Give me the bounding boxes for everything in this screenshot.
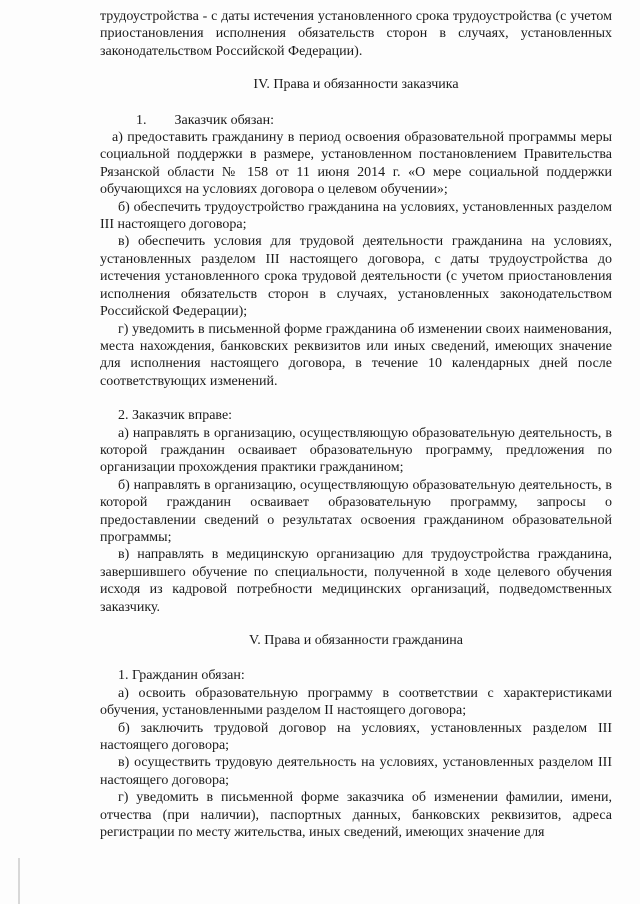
section-5-item-1-v: в) осуществить трудовую деятельность на условиях, установленных разделом III настоящего договора; <box>100 755 612 788</box>
section-4-item-1-b: б) обеспечить трудоустройство гражданина на условиях, установленных разделом III настоящего договора; <box>100 199 612 233</box>
paragraph-intro: трудоустройства - с даты истечения установленного срока трудоустройства (с учетом приостановления исполнения обязательств сторон в случаях, установленных законодательством Российской Федерации). <box>100 9 612 59</box>
section-4-item-1-v: в) обеспечить условия для трудовой деятельности гражданина на условиях, установленных разделом III настоящего договора, с даты трудоустройства до истечения установленного срока трудовой деятельности (с учетом приостановления исполнения обязательств сторон в случаях, установленных законодательством Российской Федерации); <box>100 234 612 320</box>
section-4-item-2-b: б) направлять в организацию, осуществляющую образовательную деятельность, в которой гражданин осваивает образовательную программу, запросы о предоставлении сведений о результатах освоения гражданином образовательной программы; <box>100 477 612 545</box>
section-4-item-1-g: г) уведомить в письменной форме гражданина об изменении своих наименования, места нахождения, банковских реквизитов или иных сведений, имеющих значение для исполнения настоящего договора, в течение 10 календарных дней после соответствующих изменений. <box>100 321 612 389</box>
section-4-heading: IV. Права и обязанности заказчика <box>253 77 459 93</box>
scan-edge-mark <box>18 858 20 904</box>
document-body <box>100 8 612 841</box>
section-4-item-1-title: 1. Заказчик обязан: <box>136 112 274 128</box>
section-5-item-1-a: а) освоить образовательную программу в соответствии с характеристиками обучения, установленными разделом II настоящего договора; <box>100 685 612 719</box>
section-4-item-1-a: а) предоставить гражданину в период освоения образовательной программы меры социальной поддержки в размере, установленном постановлением Правительства Рязанской области № 158 от 11 июня 2014 г. «О мере социальной поддержки обучающихся на условиях договора о целевом обучении»; <box>100 130 612 198</box>
section-4-item-2-title: 2. Заказчик вправе: <box>118 408 233 424</box>
section-4-item-2-v: в) направлять в медицинскую организацию для трудоустройства гражданина, завершившего обучение по специальности, полученной в ходе целевого обучения исходя из кадровой потребности медицинских организаций, подведомственных заказчику. <box>100 547 612 615</box>
section-5-item-1-g: г) уведомить в письменной форме заказчика об изменении фамилии, имени, отчества (при наличии), паспортных данных, банковских реквизитов, адреса регистрации по месту жительства, иных сведений, имеющих значение для <box>100 790 612 841</box>
section-4-item-2-a: а) направлять в организацию, осуществляющую образовательную деятельность, в которой гражданин осваивает образовательную программу, предложения по организации прохождения практики гражданином; <box>100 425 612 476</box>
section-5-heading: V. Права и обязанности гражданина <box>248 633 464 648</box>
section-5-item-1-b: б) заключить трудовой договор на условиях, установленных разделом III настоящего договора; <box>100 720 612 754</box>
section-5-item-1-title: 1. Гражданин обязан: <box>118 668 245 684</box>
